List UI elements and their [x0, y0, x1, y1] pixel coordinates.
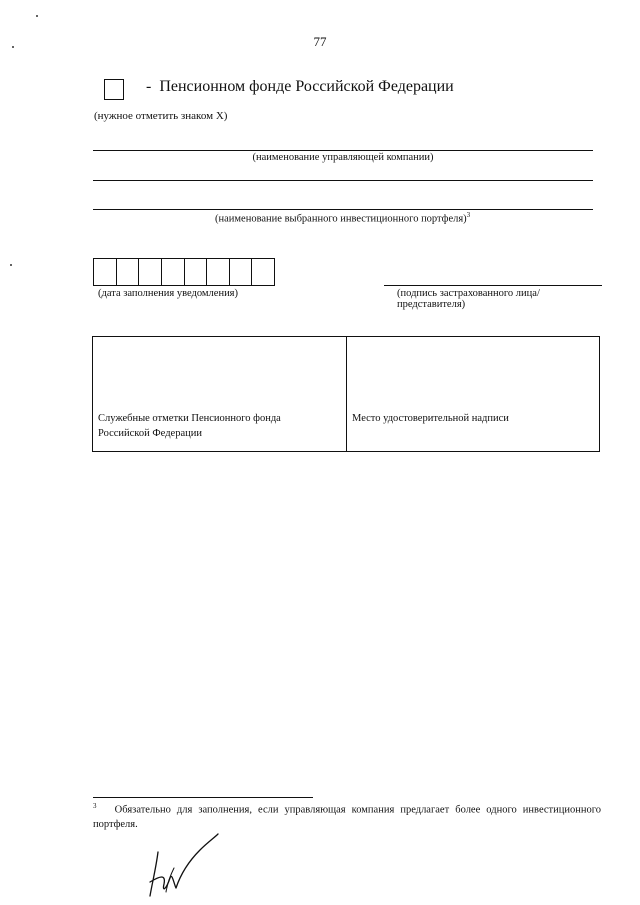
- pension-fund-checkbox[interactable]: [104, 79, 124, 100]
- date-grid: [93, 258, 275, 286]
- scan-speck: [10, 264, 12, 266]
- footnote-ref: 3: [93, 802, 97, 810]
- footnote-separator: [93, 797, 313, 798]
- service-marks-line1: Служебные отметки Пенсионного фонда: [98, 413, 281, 424]
- date-cell[interactable]: [185, 259, 208, 285]
- date-cell[interactable]: [207, 259, 230, 285]
- date-cell[interactable]: [117, 259, 140, 285]
- date-cell[interactable]: [139, 259, 162, 285]
- blank-line[interactable]: [93, 180, 593, 181]
- date-cell[interactable]: [252, 259, 274, 285]
- footnote: [93, 799, 601, 832]
- portfolio-caption-text: (наименование выбранного инвестиционного портфеля): [215, 213, 467, 225]
- page-number: 77: [313, 34, 327, 49]
- management-company-line[interactable]: [93, 150, 593, 151]
- portfolio-caption: [215, 211, 470, 225]
- signature-caption-line2: представителя): [397, 299, 466, 310]
- footnote-text: Обязательно для заполнения, если управляющая компания предлагает более одного инвестиционного портфеля.: [93, 804, 602, 830]
- service-marks-cell[interactable]: [93, 337, 347, 451]
- pension-fund-option-label: [146, 78, 454, 96]
- service-marks-label: [98, 411, 281, 441]
- signature-caption: [397, 288, 587, 310]
- date-cell[interactable]: [230, 259, 253, 285]
- mark-instruction: (нужное отметить знаком X): [94, 110, 228, 122]
- scan-speck: [36, 15, 38, 17]
- option-text: Пенсионном фонде Российской Федерации: [159, 78, 454, 95]
- management-company-caption: (наименование управляющей компании): [252, 152, 434, 163]
- signature-caption-line1: (подпись застрахованного лица/: [397, 288, 540, 299]
- portfolio-line[interactable]: [93, 209, 593, 210]
- date-cell[interactable]: [94, 259, 117, 285]
- certification-cell[interactable]: [347, 337, 599, 451]
- service-marks-table: [92, 336, 600, 452]
- service-marks-line2: Российской Федерации: [98, 428, 202, 439]
- certification-label: Место удостоверительной надписи: [352, 413, 509, 424]
- signature-line[interactable]: [384, 285, 602, 286]
- handwritten-signature: [146, 832, 226, 900]
- date-cell[interactable]: [162, 259, 185, 285]
- date-caption: (дата заполнения уведомления): [98, 288, 239, 299]
- option-dash: -: [146, 78, 152, 95]
- portfolio-footnote-ref: 3: [466, 211, 471, 219]
- scan-speck: [12, 46, 14, 48]
